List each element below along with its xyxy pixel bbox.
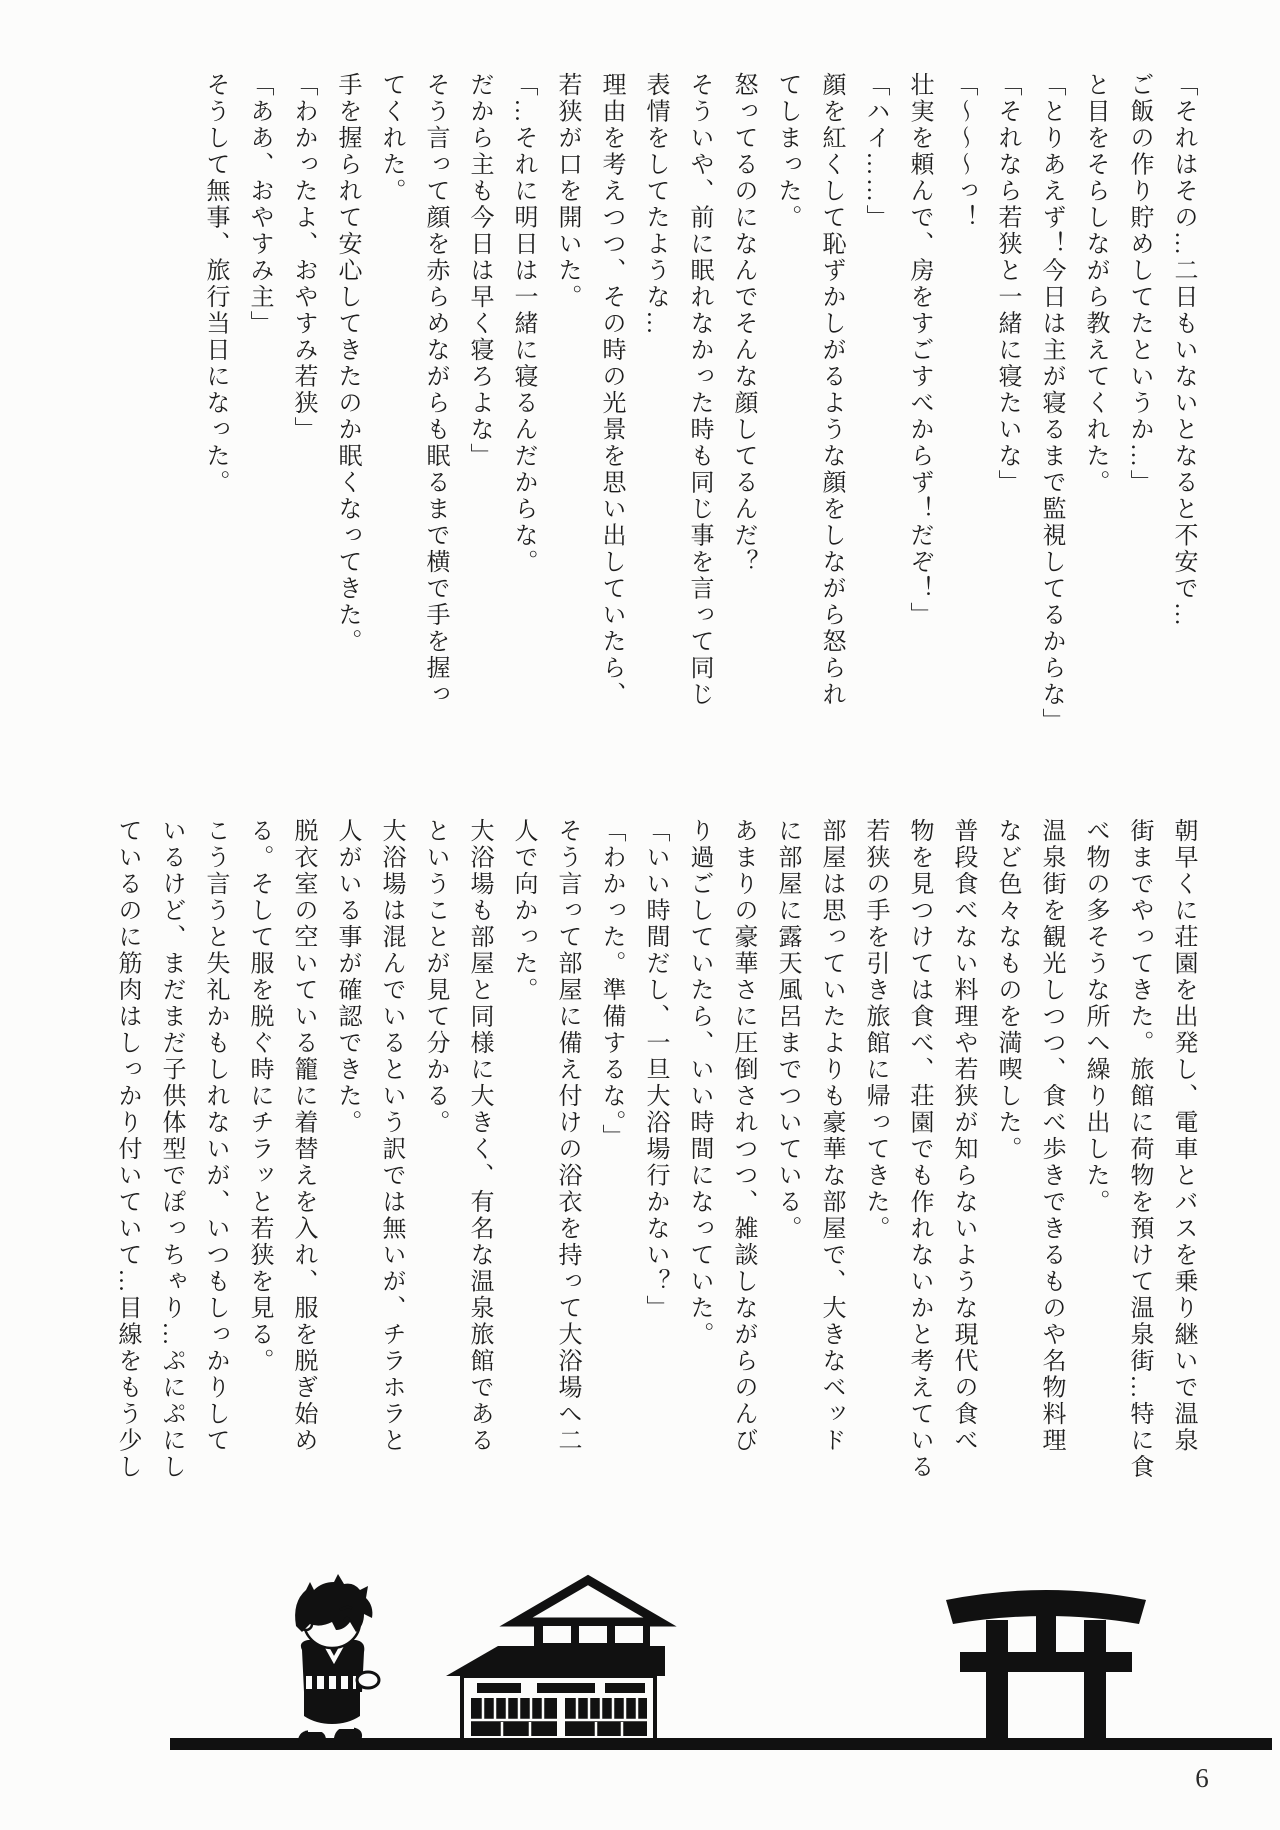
text-column: 「とりあえず！今日は主が寝るまで監視してるからな」 — [1038, 72, 1064, 735]
text-column: いるけど、まだまだ子供体型でぽっちゃり…ぷにぷにし — [158, 818, 184, 1481]
text-band-bottom — [105, 818, 1205, 1520]
text-column: 普段食べない料理や若狭が知らないような現代の食べ — [950, 818, 976, 1454]
text-column: こう言うと失礼かもしれないが、いつもしっかりして — [202, 818, 228, 1454]
text-column: に部屋に露天風呂までついている。 — [774, 818, 800, 1242]
text-column: 温泉街を観光しつつ、食べ歩きできるものや名物料理 — [1038, 818, 1064, 1454]
text-column: べ物の多そうな所へ繰り出した。 — [1082, 818, 1108, 1216]
text-column: 「いい時間だし、一旦大浴場行かない？」 — [642, 818, 668, 1322]
text-column: そうして無事、旅行当日になった。 — [202, 72, 228, 496]
text-column: 若狭が口を開いた。 — [554, 72, 580, 311]
text-band-top — [193, 72, 1205, 774]
text-column: など色々なものを満喫した。 — [994, 818, 1020, 1163]
text-column: り過ごしていたら、いい時間になっていた。 — [686, 818, 712, 1348]
text-column: 手を握られて安心してきたのか眠くなってきた。 — [334, 72, 360, 655]
text-column: そういや、前に眠れなかった時も同じ事を言って同じ — [686, 72, 712, 708]
text-column: 部屋は思っていたよりも豪華な部屋で、大きなベッド — [818, 818, 844, 1454]
text-column: 怒ってるのになんでそんな顔してるんだ？ — [730, 72, 756, 576]
text-column: ご飯の作り貯めしてたというか…」 — [1126, 72, 1152, 496]
text-column: 「わかった。準備するな。」 — [598, 818, 624, 1151]
text-column: る。そして服を脱ぐ時にチラッと若狭を見る。 — [246, 818, 272, 1375]
text-column: てくれた。 — [378, 72, 404, 205]
text-column: 街までやってきた。旅館に荷物を預けて温泉街…特に食 — [1126, 818, 1152, 1481]
text-column: あまりの豪華さに圧倒されつつ、雑談しながらのんび — [730, 818, 756, 1454]
text-column: 「～～～っ！ — [950, 72, 976, 231]
text-column: 「ああ、おやすみ主」 — [246, 72, 272, 337]
text-column: ているのに筋肉はしっかり付いていて…目線をもう少し — [114, 818, 140, 1481]
text-column: 人がいる事が確認できた。 — [334, 818, 360, 1136]
footer-illustration — [0, 1480, 1280, 1830]
text-column: てしまった。 — [774, 72, 800, 231]
page-number: 6 — [1195, 1763, 1209, 1793]
torii-gate-illustration — [946, 1590, 1146, 1742]
text-column: 壮実を頼んで、房をすごすべからず！だぞ！」 — [906, 72, 932, 629]
text-column: 「それなら若狭と一緒に寝たいな」 — [994, 72, 1020, 496]
text-column: 大浴場も部屋と同様に大きく、有名な温泉旅館である — [466, 818, 492, 1454]
text-column: 理由を考えつつ、その時の光景を思い出していたら、 — [598, 72, 624, 708]
text-column: 人で向かった。 — [510, 818, 536, 1004]
text-column: 「それはその…二日もいないとなると不安で… — [1170, 72, 1196, 629]
text-column: 「…それに明日は一緒に寝るんだからな。 — [510, 72, 536, 576]
text-column: そう言って顔を赤らめながらも眠るまで横で手を握っ — [422, 72, 448, 708]
text-column: と目をそらしながら教えてくれた。 — [1082, 72, 1108, 496]
text-column: 「ハイ……」 — [862, 72, 888, 231]
ryokan-house-illustration — [446, 1580, 665, 1740]
text-column: 朝早くに荘園を出発し、電車とバスを乗り継いで温泉 — [1170, 818, 1196, 1454]
text-column: 若狭の手を引き旅館に帰ってきた。 — [862, 818, 888, 1242]
text-column: だから主も今日は早く寝ろよな」 — [466, 72, 492, 470]
walking-boy-illustration — [295, 1574, 379, 1744]
text-column: ということが見て分かる。 — [422, 818, 448, 1136]
text-column: 表情をしてたような… — [642, 72, 668, 337]
text-column: 大浴場は混んでいるという訳では無いが、チラホラと — [378, 818, 404, 1454]
text-column: 顔を紅くして恥ずかしがるような顔をしながら怒られ — [818, 72, 844, 708]
text-column: そう言って部屋に備え付けの浴衣を持って大浴場へ二 — [554, 818, 580, 1454]
text-column: 物を見つけては食べ、荘園でも作れないかと考えている — [906, 818, 932, 1481]
text-column: 脱衣室の空いている籠に着替えを入れ、服を脱ぎ始め — [290, 818, 316, 1454]
text-column: 「わかったよ、おやすみ若狭」 — [290, 72, 316, 443]
